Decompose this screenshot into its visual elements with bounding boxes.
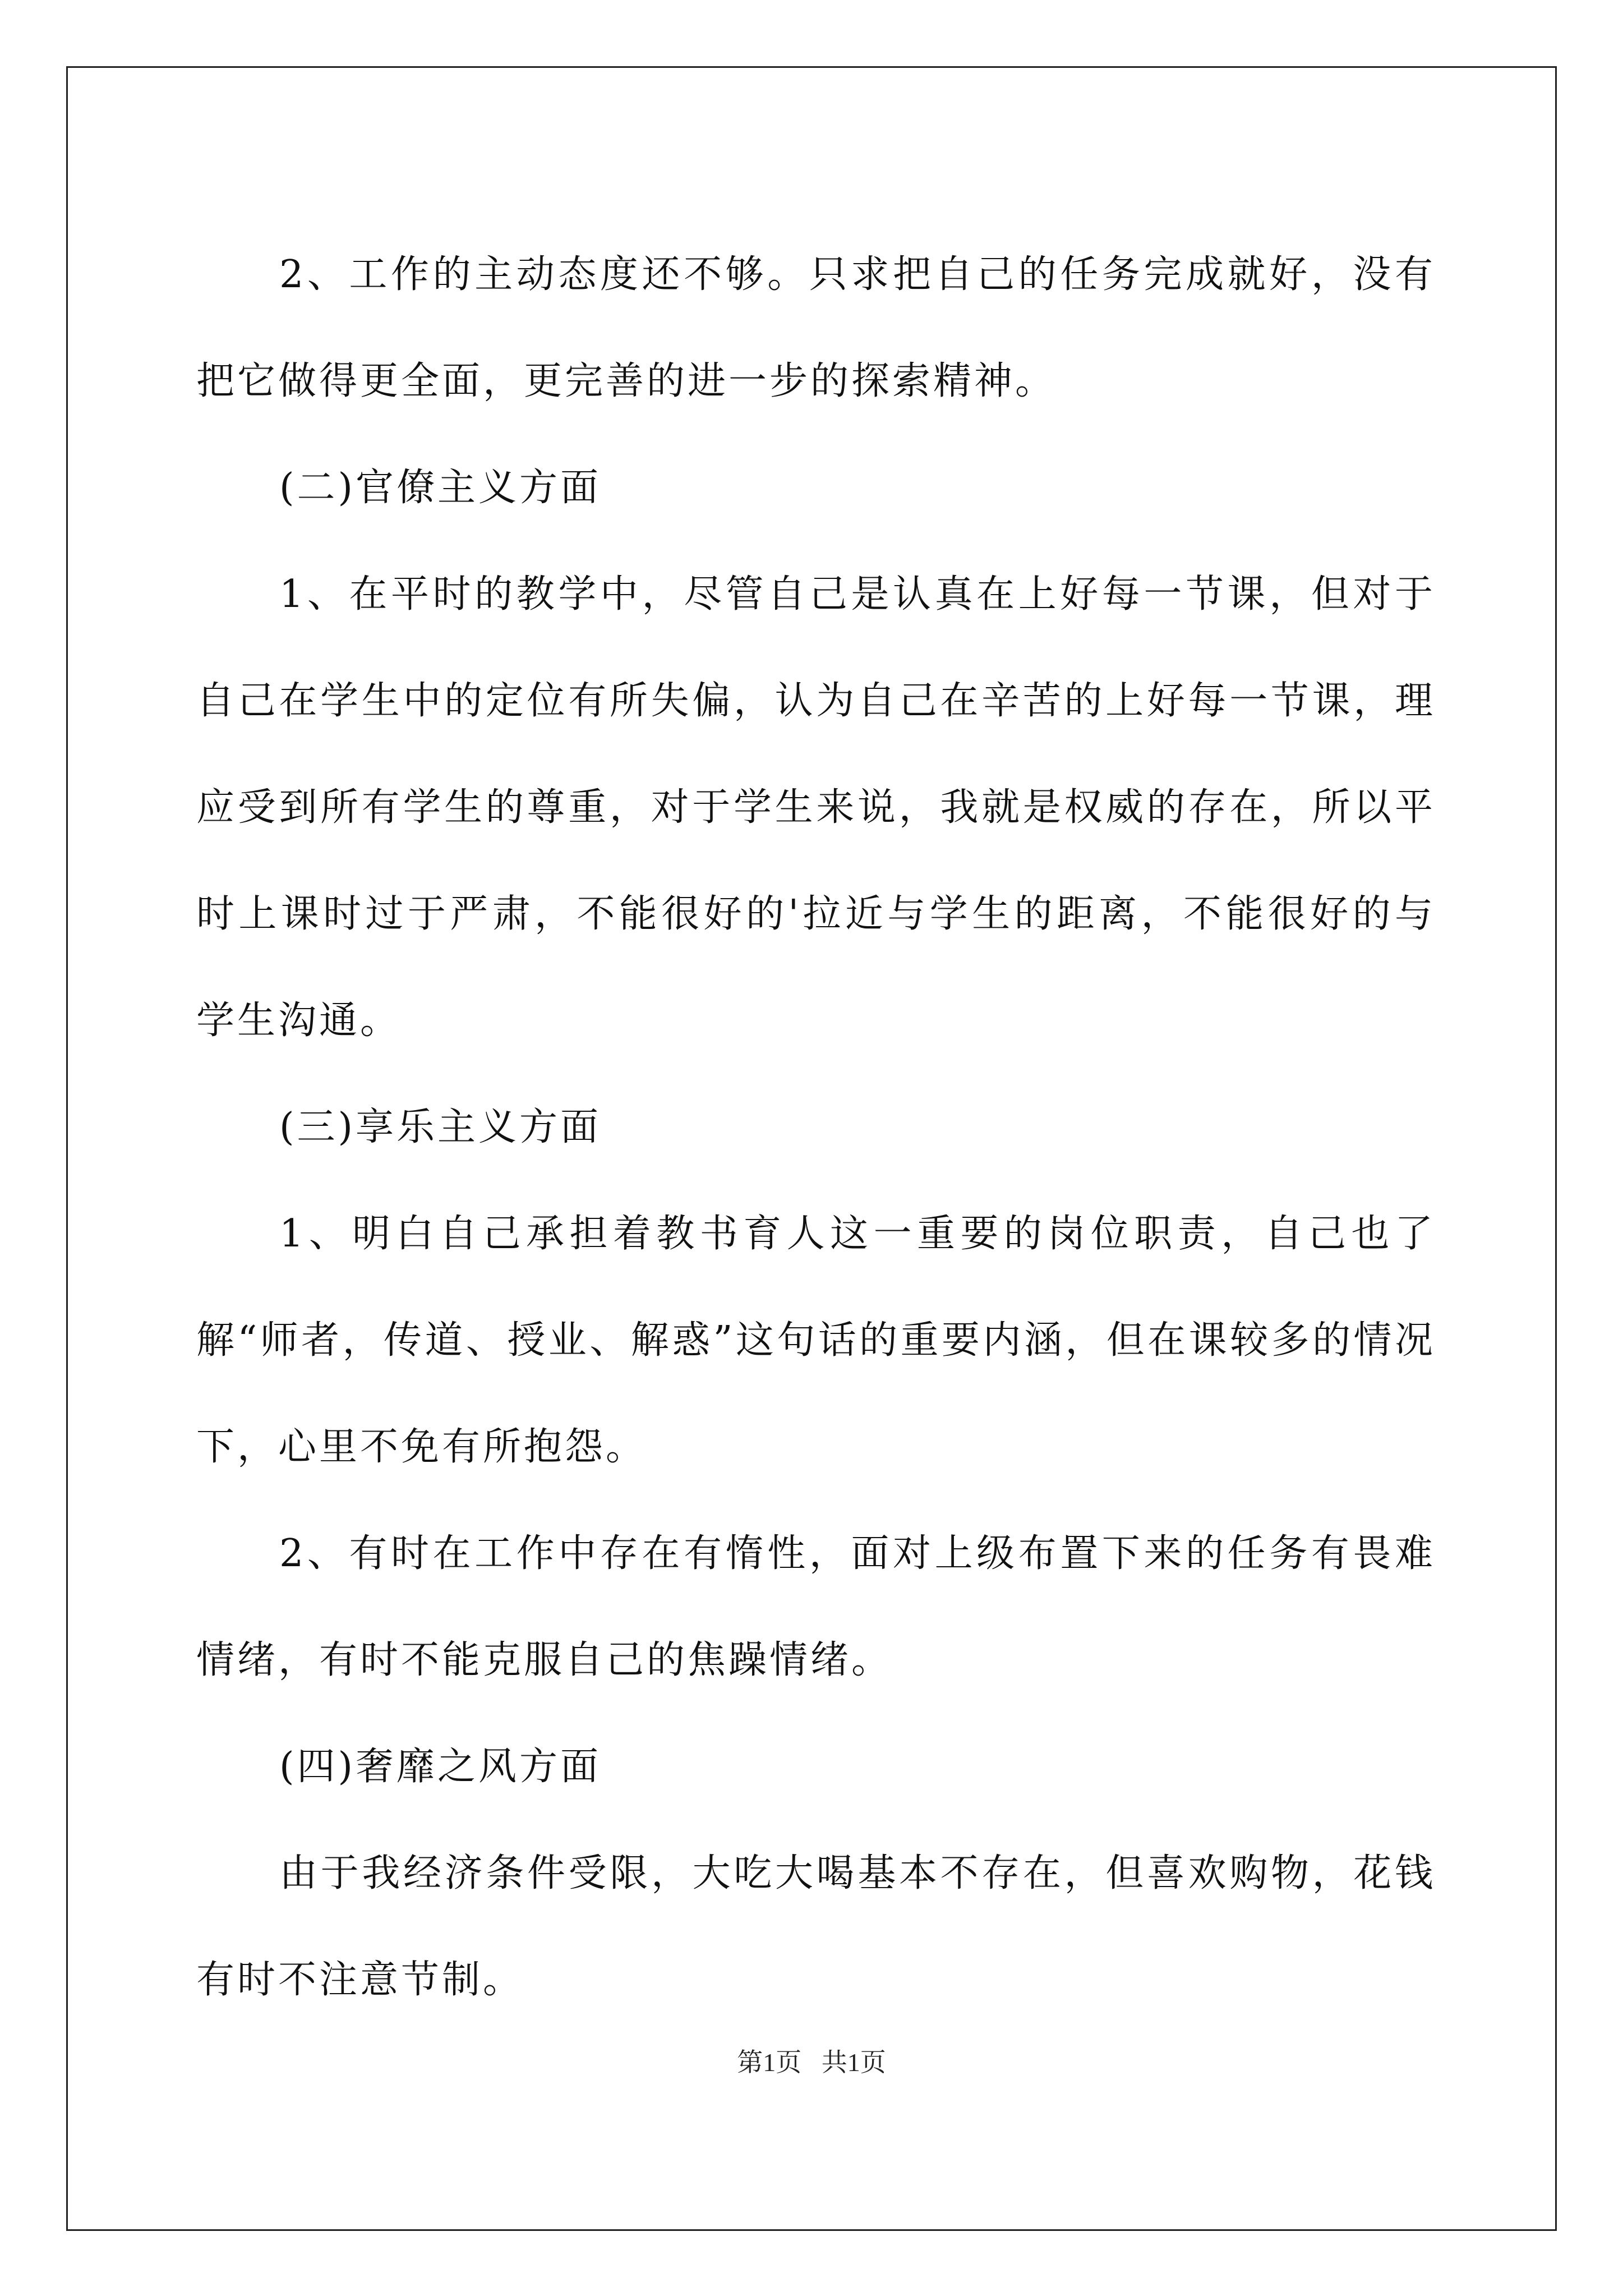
paragraph-inertia: 2、有时在工作中存在有惰性，面对上级布置下来的任务有畏难情绪，有时不能克服自己的焦躁情绪。 (196, 1531, 1436, 1682)
page-number: 第1页 (737, 2048, 802, 2077)
heading-hedonism: (三)享乐主义方面 (279, 1105, 602, 1149)
heading-bureaucracy: (二)官僚主义方面 (279, 466, 602, 510)
document-body (196, 222, 1436, 2033)
paragraph-teacher-duty: 1、明白自己承担着教书育人这一重要的岗位职责，自己也了解“师者，传道、授业、解惑”这句话的重要内涵，但在课较多的情况下，心里不免有所抱怨。 (196, 1212, 1436, 1469)
heading-extravagance: (四)奢靡之风方面 (279, 1745, 602, 1789)
paragraph-spending: 由于我经济条件受限，大吃大喝基本不存在，但喜欢购物，花钱有时不注意节制。 (196, 1851, 1436, 2002)
paragraph-teaching-position: 1、在平时的教学中，尽管自己是认真在上好每一节课，但对于自己在学生中的定位有所失偏，认为自己在辛苦的上好每一节课，理应受到所有学生的尊重，对于学生来说，我就是权威的存在，所以平时上课时过于严肃，不能很好的'拉近与学生的距离，不能很好的与学生沟通。 (196, 572, 1436, 1043)
page-total: 共1页 (821, 2048, 886, 2077)
paragraph-work-attitude: 2、工作的主动态度还不够。只求把自己的任务完成就好，没有把它做得更全面，更完善的进一步的探索精神。 (196, 252, 1436, 403)
page-footer (0, 2042, 1623, 2079)
